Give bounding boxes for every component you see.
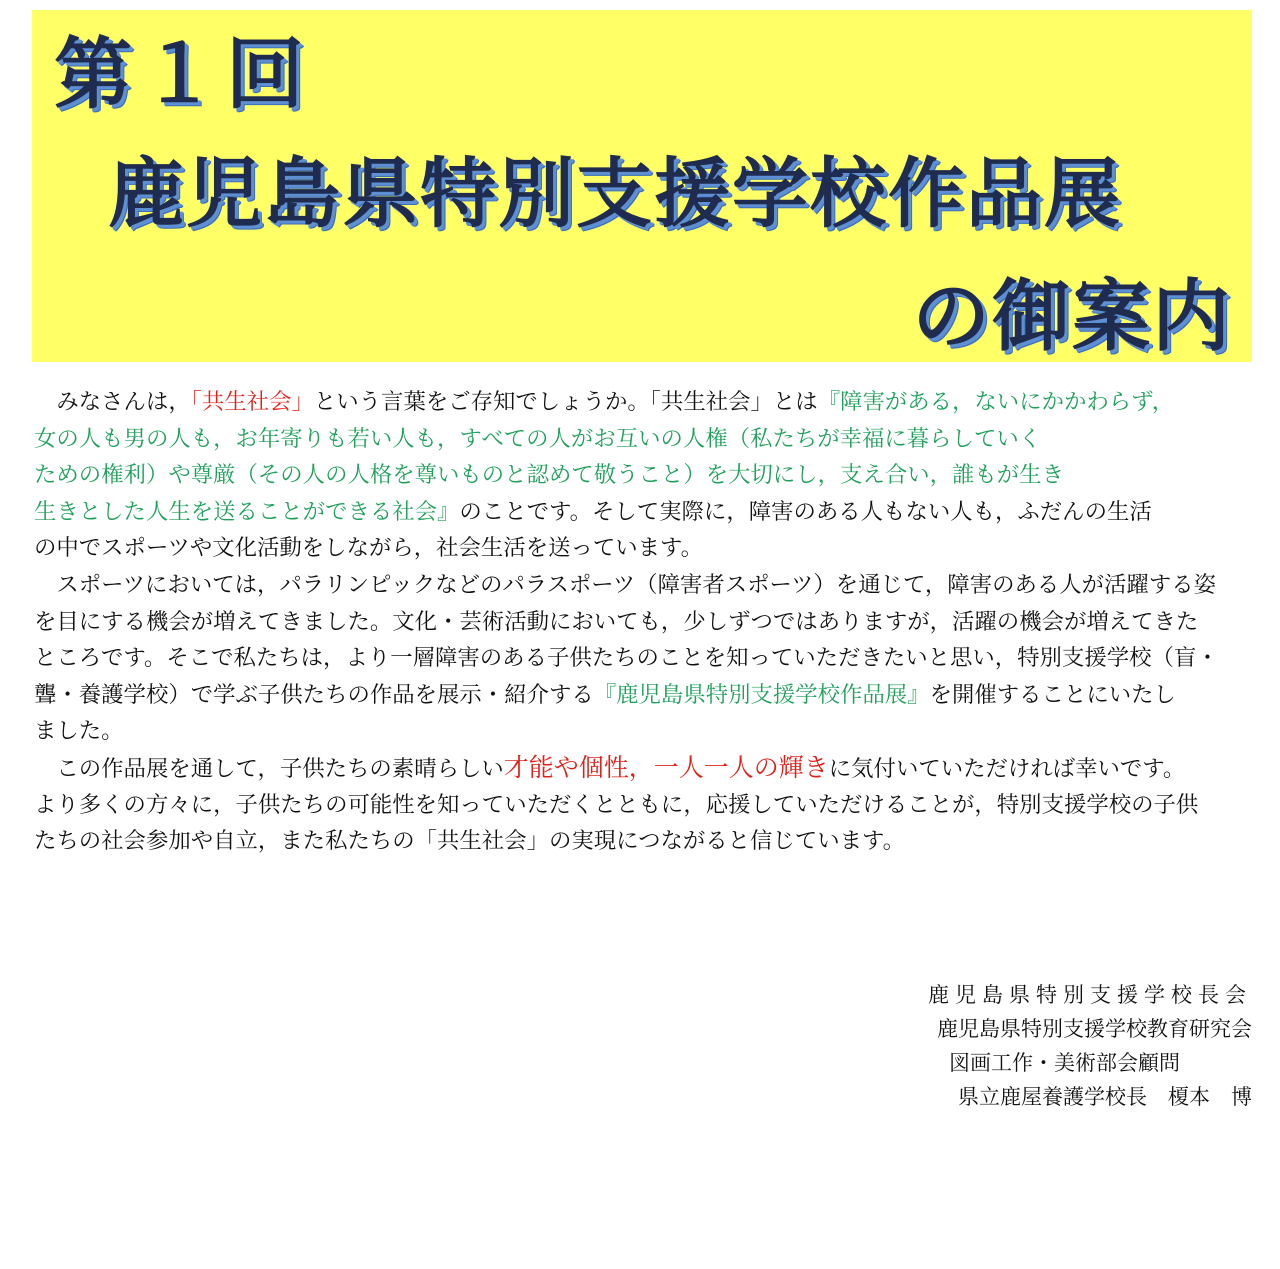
- title-invitation: の御案内: [911, 271, 1232, 362]
- body-line: ところです。そこで私たちは，より一層障害のある子供たちのことを知っていただきたいと思い，特別支援学校（盲・: [34, 645, 1219, 672]
- body-line: 聾・養護学校）で学ぶ子供たちの作品を展示・紹介する『鹿児島県特別支援学校作品展』を開催することにいたし: [34, 681, 1176, 708]
- body-line: より多くの方々に，子供たちの可能性を知っていただくとともに，応援していただけることが，特別支援学校の子供: [34, 791, 1199, 818]
- body-line: 女の人も男の人も，お年寄りも若い人も，すべての人がお互いの人権（私たちが幸福に暮らしていく: [34, 425, 1042, 452]
- highlight-definition: 『障害がある，ないにかかわらず，: [817, 389, 1175, 415]
- signature-research-society: 鹿児島県特別支援学校教育研究会: [937, 1017, 1252, 1041]
- highlight-kyosei-shakai: 「共生社会」: [190, 389, 314, 415]
- title-ordinal: 第１回: [54, 29, 313, 120]
- body-line: みなさんは，「共生社会」という言葉をご存知でしょうか。「共生社会」とは『障害がある，ないにかかわらず，: [34, 389, 1175, 415]
- body-line: スポーツにおいては，パラリンピックなどのパラスポーツ（障害者スポーツ）を通じて，障害のある人が活躍する姿: [34, 571, 1216, 598]
- signature-association: 鹿児島県特別支援学校長会: [928, 983, 1252, 1007]
- body-line: ました。: [34, 718, 124, 745]
- highlight-exhibition-name: 『鹿児島県特別支援学校作品展』: [593, 681, 930, 708]
- body-line: 生きとした人生を送ることができる社会』のことです。そして実際に，障害のある人もない人も，ふだんの生活: [34, 498, 1152, 525]
- body-line: ための権利）や尊厳（その人の人格を尊いものと認めて敬うこと）を大切にし，支え合い，誰もが生き: [34, 462, 1064, 489]
- signature-principal: 県立鹿屋養護学校長 榎本 博: [958, 1085, 1252, 1109]
- body-line: この作品展を通して，子供たちの素晴らしい才能や個性，一人一人の輝きに気付いていただければ幸いです。: [34, 752, 1186, 782]
- signature-block: [928, 978, 1252, 1114]
- body-line: を目にする機会が増えてきました。文化・芸術活動においても，少しずつではありますが，活躍の機会が増えてきた: [34, 608, 1199, 635]
- highlight-talent: 才能や個性，一人一人の輝き: [503, 752, 829, 782]
- signature-division: 図画工作・美術部会顧問: [949, 1051, 1180, 1075]
- title-exhibition-name: 鹿児島県特別支援学校作品展: [108, 149, 1122, 238]
- body-line: たちの社会参加や自立，また私たちの「共生社会」の実現につながると信じています。: [34, 828, 905, 855]
- invitation-body: [34, 384, 1252, 860]
- body-line: の中でスポーツや文化活動をしながら，社会生活を送っています。: [34, 535, 704, 562]
- title-banner: [32, 10, 1252, 362]
